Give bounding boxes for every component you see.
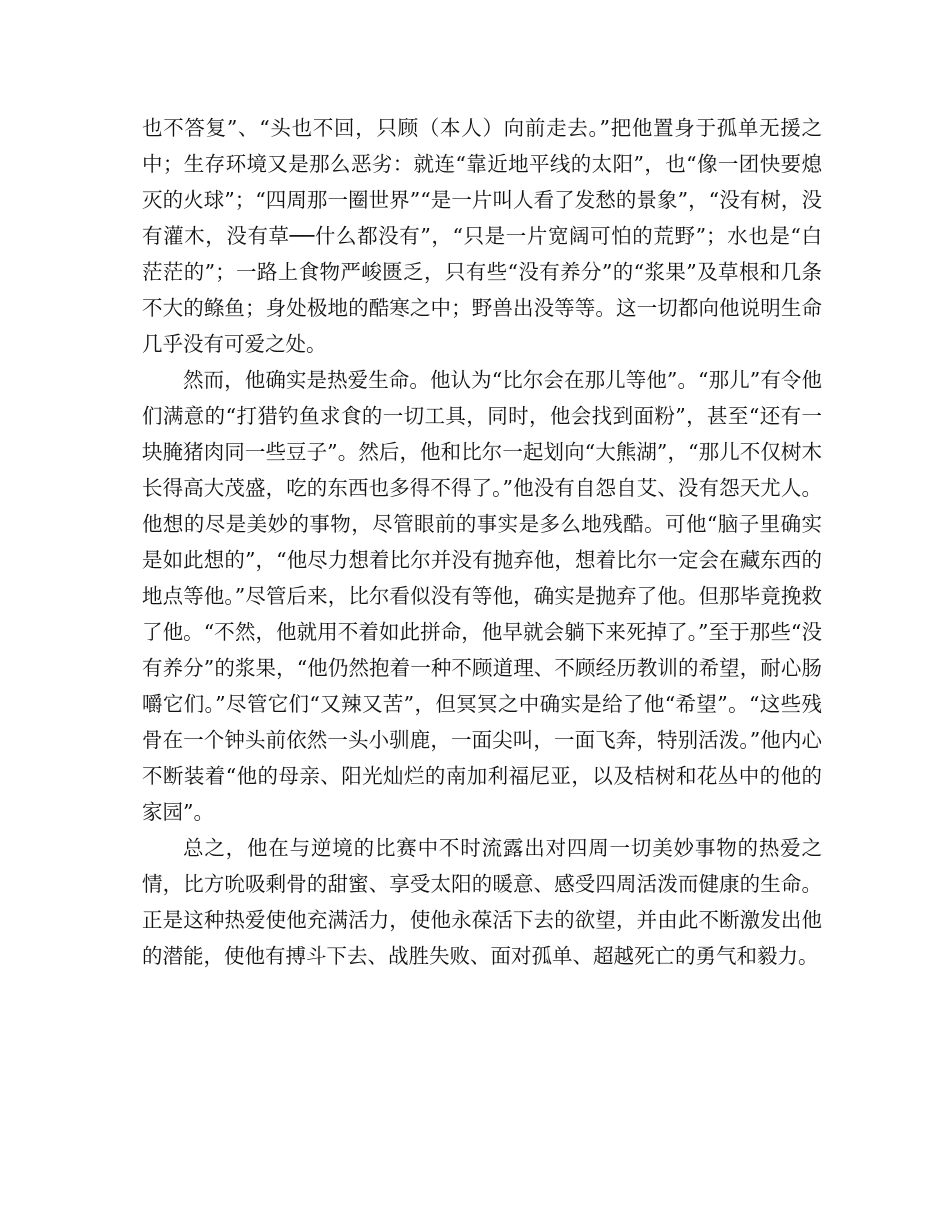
paragraph-1: 也不答复”、“头也不回，只顾（本人）向前走去。”把他置身于孤单无援之中；生存环境又是那么恶劣：就连“靠近地平线的太阳”，也“像一团快要熄灭的火球”；“四周那一圈世界”“是一片叫人看了发愁的景象”，“没有树，没有灌木，没有草──什么都没有”，“只是一片宽阔可怕的荒野”；水也是“白茫茫的”；一路上食物严峻匮乏，只有些“没有养分”的“浆果”及草根和几条不大的鲦鱼；身处极地的酷寒之中；野兽出没等等。这一切都向他说明生命几乎没有可爱之处。 bbox=[142, 116, 822, 356]
paragraph-3: 总之，他在与逆境的比赛中不时流露出对四周一切美妙事物的热爱之情，比方吮吸剩骨的甜蜜、享受太阳的暖意、感受四周活泼而健康的生命。正是这种热爱使他充满活力，使他永葆活下去的欲望，并由此不断激发出他的潜能，使他有搏斗下去、战胜失败、面对孤单、超越死亡的勇气和毅力。 bbox=[142, 836, 822, 968]
body-text bbox=[142, 110, 822, 974]
paragraph-2: 然而，他确实是热爱生命。他认为“比尔会在那儿等他”。“那儿”有令他们满意的“打猎钓鱼求食的一切工具，同时，他会找到面粉”，甚至“还有一块腌猪肉同一些豆子”。然后，他和比尔一起划向“大熊湖”，“那儿不仅树木长得高大茂盛，吃的东西也多得不得了。”他没有自怨自艾、没有怨天尤人。他想的尽是美妙的事物，尽管眼前的事实是多么地残酷。可他“脑子里确实是如此想的”，“他尽力想着比尔并没有抛弃他，想着比尔一定会在藏东西的地点等他。”尽管后来，比尔看似没有等他，确实是抛弃了他。但那毕竟挽救了他。“不然，他就用不着如此拼命，他早就会躺下来死掉了。”至于那些“没有养分”的浆果，“他仍然抱着一种不顾道理、不顾经历教训的希望，耐心肠嚼它们。”尽管它们“又辣又苦”，但冥冥之中确实是给了他“希望”。“这些残骨在一个钟头前依然一头小驯鹿，一面尖叫，一面飞奔，特别活泼。”他内心不断装着“他的母亲、阳光灿烂的南加利福尼亚，以及桔树和花丛中的他的家园”。 bbox=[142, 368, 822, 824]
